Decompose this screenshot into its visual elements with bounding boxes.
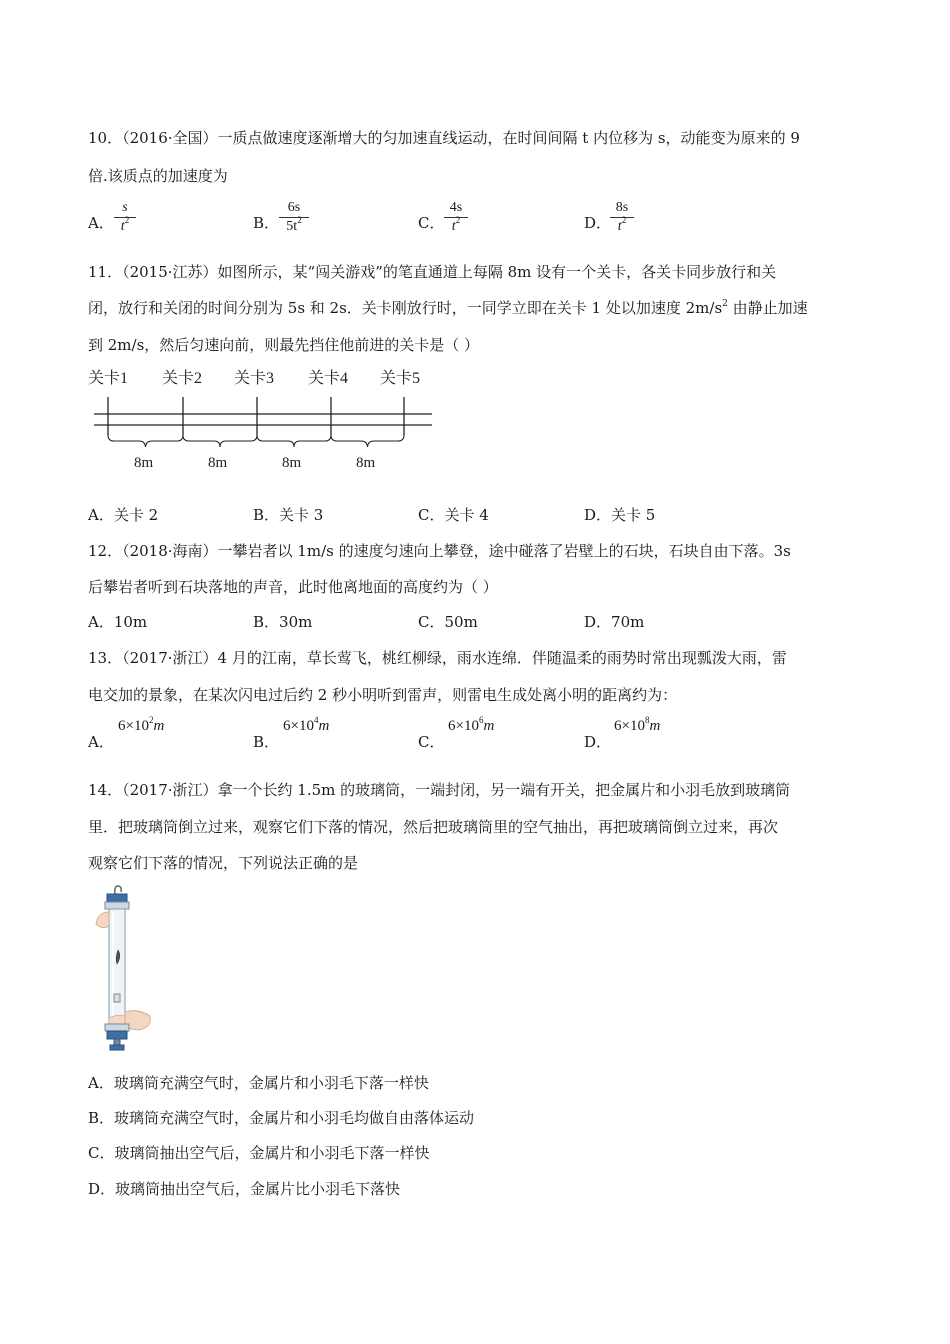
top-collar — [105, 902, 129, 909]
q14-option-b[interactable]: B．玻璃筒充满空气时，金属片和小羽毛均做自由落体运动 — [88, 1109, 475, 1127]
q11-option-a[interactable]: A．关卡 2 — [88, 506, 159, 524]
q12-option-b[interactable]: B．30m — [253, 613, 313, 631]
q10-option-b-label[interactable]: B． — [253, 214, 280, 232]
valve-stem — [114, 1039, 120, 1045]
q14-option-c[interactable]: C．玻璃筒抽出空气后，金属片和小羽毛下落一样快 — [88, 1144, 430, 1162]
q12-option-a[interactable]: A．10m — [88, 613, 148, 631]
q10-option-c-fraction: 4s $t^2$ — [444, 200, 468, 235]
q11-stem-line1: 11．（2015·江苏）如图所示，某“闯关游戏”的笔直通道上每隔 8m 设有一个关卡，各关卡同步放行和关 — [88, 263, 777, 281]
q12-option-c[interactable]: C．50m — [418, 613, 478, 631]
q14-option-a[interactable]: A．玻璃筒充满空气时，金属片和小羽毛下落一样快 — [88, 1074, 429, 1092]
q11-option-d[interactable]: D．关卡 5 — [584, 506, 656, 524]
q11-option-c[interactable]: C．关卡 4 — [418, 506, 489, 524]
q13-option-d-value: $6\times 10^8m$ — [614, 715, 661, 734]
gate-label-1: 关卡1 — [88, 370, 129, 387]
spacing-label-1: 8m — [134, 455, 154, 471]
bottom-cap — [107, 1031, 127, 1039]
glass-tube-illustration — [92, 884, 156, 1054]
q14-stem-line2: 里．把玻璃筒倒立过来，观察它们下落的情况，然后把玻璃筒里的空气抽出，再把玻璃筒倒立过来，再次 — [88, 818, 779, 836]
gate-diagram — [86, 365, 438, 475]
q13-option-a-label[interactable]: A． — [88, 733, 114, 751]
q12-stem-line2: 后攀岩者听到石块落地的声音，此时他离地面的高度约为（ ） — [88, 578, 498, 596]
q12-stem-line1: 12．（2018·海南）一攀岩者以 1m/s 的速度匀速向上攀登，途中碰落了岩壁上的石块，石块自由下落。3s — [88, 542, 791, 560]
top-hook — [115, 886, 121, 894]
q10-option-c-label[interactable]: C． — [418, 214, 445, 232]
q14-stem-line1: 14．（2017·浙江）拿一个长约 1.5m 的玻璃筒，一端封闭，另一端有开关，把金属片和小羽毛放到玻璃筒 — [88, 781, 791, 799]
spacing-brace-3 — [257, 435, 331, 447]
q13-option-a-value: $6\times 10^2m$ — [118, 715, 165, 734]
spacing-label-4: 8m — [356, 455, 376, 471]
spacing-label-3: 8m — [282, 455, 302, 471]
q13-option-b-value: $6\times 10^4m$ — [283, 715, 330, 734]
q11-option-b[interactable]: B．关卡 3 — [253, 506, 324, 524]
glass-tube-body — [109, 909, 125, 1024]
spacing-label-2: 8m — [208, 455, 228, 471]
gate-label-2: 关卡2 — [162, 370, 203, 387]
spacing-brace-1 — [108, 435, 183, 447]
gate-label-3: 关卡3 — [234, 370, 275, 387]
left-hand-top — [96, 912, 109, 928]
q10-option-a-fraction: s $t^2$ — [114, 200, 136, 235]
q14-stem-line3: 观察它们下落的情况，下列说法正确的是 — [88, 854, 359, 872]
q13-option-b-label[interactable]: B． — [253, 733, 280, 751]
q10-option-d-label[interactable]: D． — [584, 214, 612, 232]
bottom-collar — [105, 1024, 129, 1031]
metal-piece — [114, 994, 120, 1002]
q10-stem-line1: 10．（2016·全国）一质点做速度逐渐增大的匀加速直线运动，在时间间隔 t 内位移为 s，动能变为原来的 9 — [88, 129, 800, 147]
q13-option-d-label[interactable]: D． — [584, 733, 612, 751]
q10-option-d-fraction: 8s $t^2$ — [610, 200, 634, 235]
q13-stem-line1: 13．（2017·浙江）4 月的江南，草长莺飞，桃红柳绿，雨水连绵．伴随温柔的雨势时常出现瓢泼大雨，雷 — [88, 649, 787, 667]
q13-option-c-value: $6\times 10^6m$ — [448, 715, 495, 734]
spacing-brace-4 — [331, 435, 404, 447]
top-cap — [107, 894, 127, 902]
q11-stem-line3: 到 2m/s，然后匀速向前，则最先挡住他前进的关卡是（ ） — [88, 336, 480, 354]
q10-stem-line2: 倍.该质点的加速度为 — [88, 167, 228, 185]
gate-label-5: 关卡5 — [380, 370, 421, 387]
spacing-brace-2 — [183, 435, 257, 447]
q13-option-c-label[interactable]: C． — [418, 733, 445, 751]
q11-stem-line2: 闭，放行和关闭的时间分别为 5s 和 2s．关卡刚放行时，一同学立即在关卡 1 处以加速度 $2m/s^2$ 由静止加速 — [88, 299, 808, 317]
q10-option-b-fraction: 6s $5t^2$ — [279, 200, 309, 235]
q10-option-a-label[interactable]: A． — [88, 214, 114, 232]
q14-option-d[interactable]: D．玻璃筒抽出空气后，金属片比小羽毛下落快 — [88, 1180, 401, 1198]
q13-stem-line2: 电交加的景象，在某次闪电过后约 2 秒小明听到雷声，则雷电生成处离小明的距离约为： — [88, 686, 678, 704]
q12-option-d[interactable]: D．70m — [584, 613, 645, 631]
gate-label-4: 关卡4 — [308, 370, 349, 387]
valve-knob — [110, 1045, 124, 1050]
